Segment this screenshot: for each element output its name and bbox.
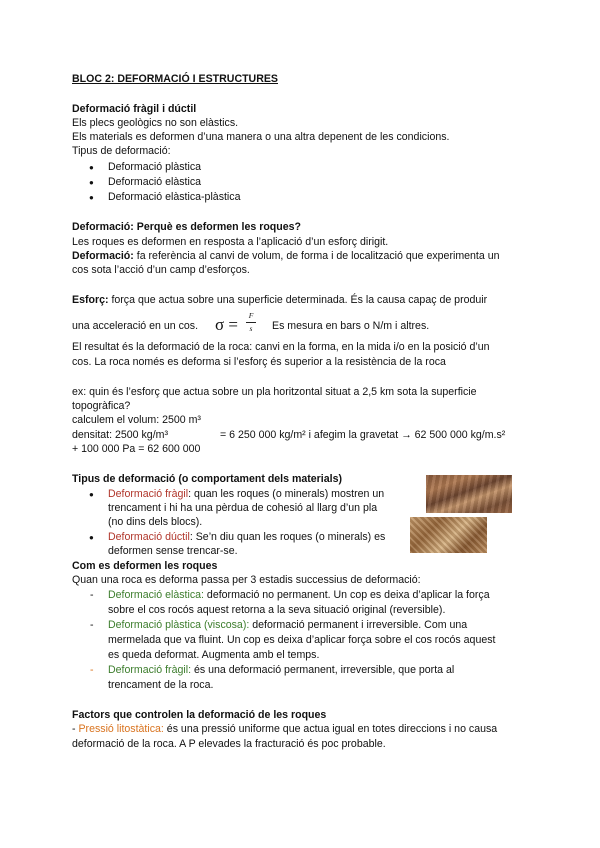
fraction-bar <box>246 322 256 323</box>
text-line: deformen sense trencar-se. <box>108 545 238 557</box>
bullet-icon: ● <box>89 193 94 202</box>
dash-marker: - <box>90 664 94 676</box>
definition-text: força que actua sobre una superficie determinada. És la causa capaç de produir <box>108 294 488 306</box>
term: Deformació: <box>72 250 134 262</box>
text-line: = 6 250 000 kg/m² i afegim la gravetat → 62 500 000 kg/m.s² <box>220 429 506 441</box>
term: Esforç: <box>72 294 109 306</box>
item-text: és una deformació permanent, irreversible, que porta al <box>191 664 455 676</box>
list-item <box>108 488 384 501</box>
rock-fragil-image <box>426 475 512 513</box>
list-item: Deformació plàstica <box>108 161 202 173</box>
rock-ductil-image <box>410 517 487 553</box>
list-item <box>108 619 467 632</box>
text-line: Els materials es deformen d’una manera o una altra depenent de les condicions. <box>72 131 450 143</box>
text-line: calculem el volum: 2500 m³ <box>72 414 201 426</box>
item-text: és una pressió uniforme que actua igual en totes direccions i no causa <box>163 723 498 735</box>
term-plastica: Deformació plàstica (viscosa): <box>108 619 250 631</box>
text-line: mermelada que va fluint. Un cop es deixa d’aplicar força sobre el cos rocós aquest <box>108 634 496 646</box>
text-line: trencament i hi ha una pèrdua de cohesió al llarg d’un pla <box>108 502 378 514</box>
definition-text: fa referència al canvi de volum, de forma i de localització que experimenta un <box>133 250 500 262</box>
term-ductil: Deformació dúctil <box>108 531 190 543</box>
item-text: : quan les roques (o minerals) mostren un <box>188 488 385 500</box>
text-line: cos. La roca només es deforma si l’esforç és superior a la resistència de la roca <box>72 356 446 368</box>
text-line: Les roques es deformen en resposta a l’aplicació d’un esforç dirigit. <box>72 236 389 248</box>
text-line: (no dins dels blocs). <box>108 516 203 528</box>
text-line: Es mesura en bars o N/m i altres. <box>272 320 430 332</box>
text-line: Els plecs geològics no son elàstics. <box>72 117 239 129</box>
heading-tipus: Tipus de deformació (o comportament dels materials) <box>72 473 343 485</box>
bullet-icon: ● <box>89 490 94 499</box>
text-line: trencament de la roca. <box>108 679 214 691</box>
text-line: densitat: 2500 kg/m³ <box>72 429 168 441</box>
term-elastica: Deformació elàstica: <box>108 589 204 601</box>
sigma-symbol: σ = <box>215 315 239 334</box>
item-text: : Se’n diu quan les roques (o minerals) es <box>189 531 386 543</box>
bullet-icon: ● <box>89 178 94 187</box>
text-line: + 100 000 Pa = 62 600 000 <box>72 443 201 455</box>
text-line: Quan una roca es deforma passa per 3 estadis successius de deformació: <box>72 574 421 586</box>
term-fragil: Deformació fràgil: <box>108 664 192 676</box>
fraction-numerator: F <box>248 311 254 320</box>
list-item <box>108 664 454 677</box>
heading-factors: Factors que controlen la deformació de les roques <box>72 709 327 721</box>
text-line: es queda deformat. Augmenta amb el temps. <box>108 649 320 661</box>
text-line: Tipus de deformació: <box>72 145 171 157</box>
term-fragil: Deformació fràgil <box>108 488 189 500</box>
text-line: sobre el cos rocós aquest retorna a la seva situació original (reversible). <box>108 604 446 616</box>
text-line: deformació de la roca. A P elevades la fracturació és poc probable. <box>72 738 386 750</box>
term-pressio: Pressió litostàtica: <box>78 723 164 735</box>
list-item <box>72 723 497 736</box>
list-item: Deformació elàstica <box>108 176 202 188</box>
list-item <box>108 589 490 602</box>
item-text: deformació no permanent. Un cop es deixa d’aplicar la força <box>203 589 490 601</box>
text-line: topogràfica? <box>72 400 131 412</box>
heading-com-es-deformen: Com es deformen les roques <box>72 560 218 572</box>
heading-fragil-ductil: Deformació fràgil i dúctil <box>72 103 197 115</box>
list-item <box>108 531 385 544</box>
dash-marker: - <box>90 619 94 631</box>
dash-marker: - <box>72 723 79 735</box>
list-item: Deformació elàstica-plàstica <box>108 191 241 203</box>
page-title: BLOC 2: DEFORMACIÓ I ESTRUCTURES <box>72 73 278 85</box>
definition-esforc <box>72 294 487 307</box>
bullet-icon: ● <box>89 533 94 542</box>
heading-perque: Deformació: Perquè es deformen les roques? <box>72 221 302 233</box>
text-line: una acceleració en un cos. <box>72 320 199 332</box>
bullet-icon: ● <box>89 163 94 172</box>
item-text: deformació permanent i irreversible. Com una <box>249 619 468 631</box>
text-line: ex: quin és l’esforç que actua sobre un pla horitzontal situat a 2,5 km sota la superficie <box>72 386 477 398</box>
definition-deformacio <box>72 250 500 263</box>
text-line: cos sota l’acció d’un camp d’esforços. <box>72 264 250 276</box>
text-line: El resultat és la deformació de la roca: canvi en la forma, en la mida i/o en la posició d’un <box>72 341 490 353</box>
fraction-denominator: s <box>249 324 253 333</box>
dash-marker: - <box>90 589 94 601</box>
